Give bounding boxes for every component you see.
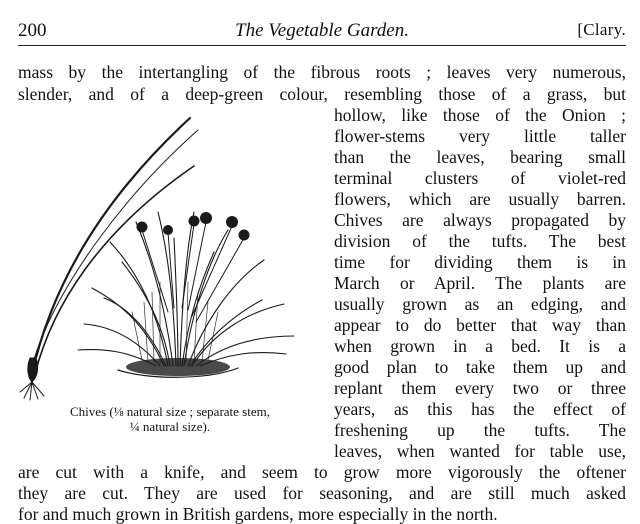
- body-line: replant them every two or three: [334, 378, 626, 398]
- body-line: March or April. The plants are: [334, 273, 626, 293]
- body-line: flower-stems very little taller: [334, 126, 626, 146]
- caption-line: Chives (⅛ natural size ; separate stem,: [70, 404, 270, 419]
- page-number: 200: [18, 20, 47, 41]
- body-line: terminal clusters of violet-red: [334, 168, 626, 188]
- chives-illustration: [18, 112, 320, 402]
- body-line: time for dividing them is in: [334, 252, 626, 272]
- body-line: mass by the intertangling of the fibrous roots ; leaves very numerous,: [18, 62, 626, 82]
- caption-line: ¼ natural size).: [129, 419, 211, 434]
- body-line: division of the tufts. The best: [334, 231, 626, 251]
- body-line: hollow, like those of the Onion ;: [334, 105, 626, 125]
- header-rule: [18, 45, 626, 46]
- body-line: leaves, when wanted for table use,: [334, 441, 626, 461]
- running-head: [18, 20, 626, 42]
- body-line: good plan to take them up and: [334, 357, 626, 377]
- body-line: years, as this has the effect of: [334, 399, 626, 419]
- body-line: are cut with a knife, and seem to grow more vigorously the oftener: [18, 462, 626, 482]
- body-line: for and much grown in British gardens, more especially in the north.: [18, 504, 498, 524]
- flower-heads: [137, 212, 250, 241]
- separate-stem: [32, 118, 190, 374]
- body-line: freshening up the tufts. The: [334, 420, 626, 440]
- figure-caption: [22, 404, 318, 434]
- running-title: The Vegetable Garden.: [235, 20, 409, 41]
- body-line: when grown in a bed. It is a: [334, 336, 626, 356]
- body-line: they are cut. They are used for seasoning, and are still much asked: [18, 483, 626, 503]
- body-line: usually grown as an edging, and: [334, 294, 626, 314]
- body-line: appear to do better that way than: [334, 315, 626, 335]
- body-line: slender, and of a deep-green colour, resembling those of a grass, but: [18, 84, 626, 104]
- body-line: Chives are always propagated by: [334, 210, 626, 230]
- body-line: than the leaves, bearing small: [334, 147, 626, 167]
- body-line: flowers, which are usually barren.: [334, 189, 626, 209]
- catchword: [Clary.: [577, 20, 626, 39]
